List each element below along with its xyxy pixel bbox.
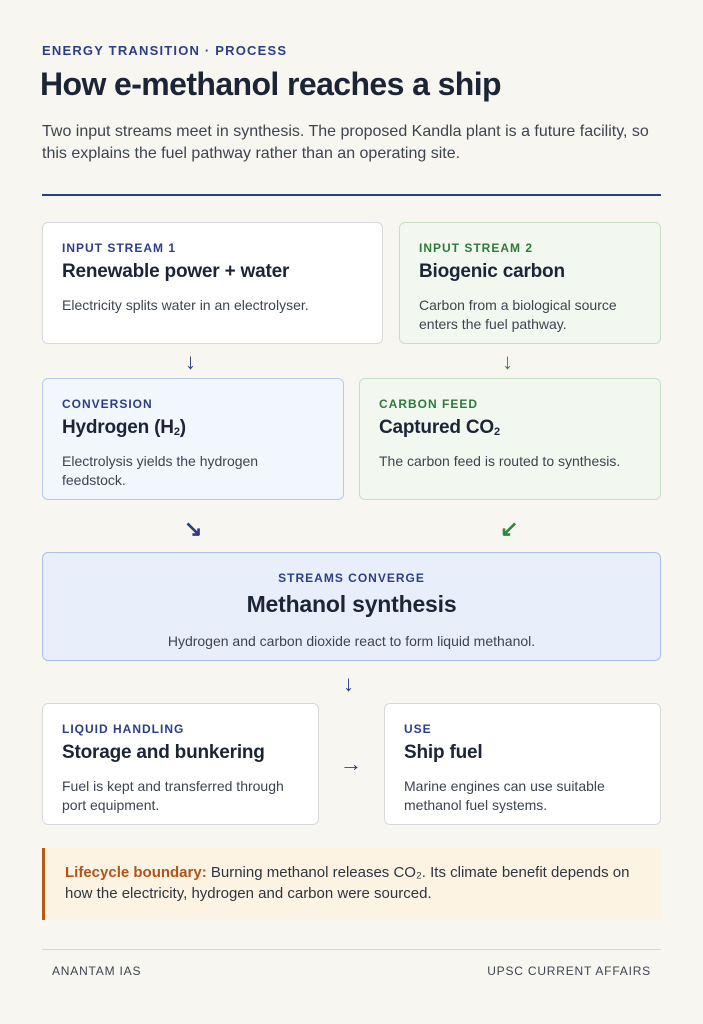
card-body: Marine engines can use suitable methanol fuel systems. (404, 778, 605, 813)
header-divider (42, 194, 661, 196)
card-tag: CONVERSION (62, 397, 153, 411)
card-body: Electrolysis yields the hydrogen feedstock. (62, 453, 259, 488)
card-title: Biogenic carbon (419, 261, 565, 282)
footer-section: UPSC CURRENT AFFAIRS (487, 964, 651, 978)
card-carbon-feed (359, 378, 661, 500)
card-title: Ship fuel (404, 742, 483, 763)
intro-text: Two input streams meet in synthesis. The proposed Kandla plant is a future facility, so this explains the fuel pathway rather than an operating site. (42, 123, 649, 162)
arrow-down-icon: ↓ (502, 349, 513, 374)
card-tag: STREAMS CONVERGE (278, 571, 425, 585)
card-tag: INPUT STREAM 2 (419, 241, 534, 255)
card-body: Hydrogen and carbon dioxide react to form liquid methanol. (167, 633, 536, 649)
card-title: Hydrogen $(H_2)$ (62, 417, 186, 438)
card-tag: LIQUID HANDLING (62, 722, 185, 736)
card-methanol-synthesis (42, 552, 661, 661)
card-body: Carbon from a biological source enters the fuel pathway. (419, 297, 617, 332)
arrow-down-icon: ↓ (343, 671, 354, 696)
arrow-down-icon: ↓ (185, 349, 196, 374)
note-label: Lifecycle boundary: (65, 864, 207, 881)
eyebrow: ENERGY TRANSITION · PROCESS (42, 43, 288, 58)
note-text: Burning methanol releases CO₂. Its climate benefit depends on how the electricity, hydrogen and carbon were sourced. (65, 864, 630, 902)
card-title: Storage and bunkering (62, 742, 265, 763)
card-input-stream-2 (399, 222, 661, 344)
footer-brand: ANANTAM IAS (52, 964, 142, 978)
card-tag: INPUT STREAM 1 (62, 241, 177, 255)
card-title: Renewable power + water (62, 261, 290, 282)
card-title: Captured $CO_2$ (379, 417, 500, 438)
card-ship-fuel (384, 703, 661, 825)
page-title: How e-methanol reaches a ship (40, 66, 501, 102)
card-body: Fuel is kept and transferred through port equipment. (62, 778, 284, 813)
arrow-diagonal-right-icon: ↘ (184, 516, 203, 541)
card-body: Electricity splits water in an electrolyser. (62, 297, 309, 313)
card-input-stream-1 (42, 222, 383, 344)
footer-divider (42, 949, 661, 950)
card-tag: USE (404, 722, 432, 736)
arrow-diagonal-left-icon: ↙ (500, 516, 519, 541)
card-title: Methanol synthesis (246, 591, 457, 617)
lifecycle-note (42, 848, 661, 920)
card-conversion (42, 378, 344, 500)
card-storage-bunkering (42, 703, 319, 825)
card-body: The carbon feed is routed to synthesis. (379, 453, 621, 469)
card-tag: CARBON FEED (379, 397, 479, 411)
arrow-right-icon: → (340, 751, 362, 776)
